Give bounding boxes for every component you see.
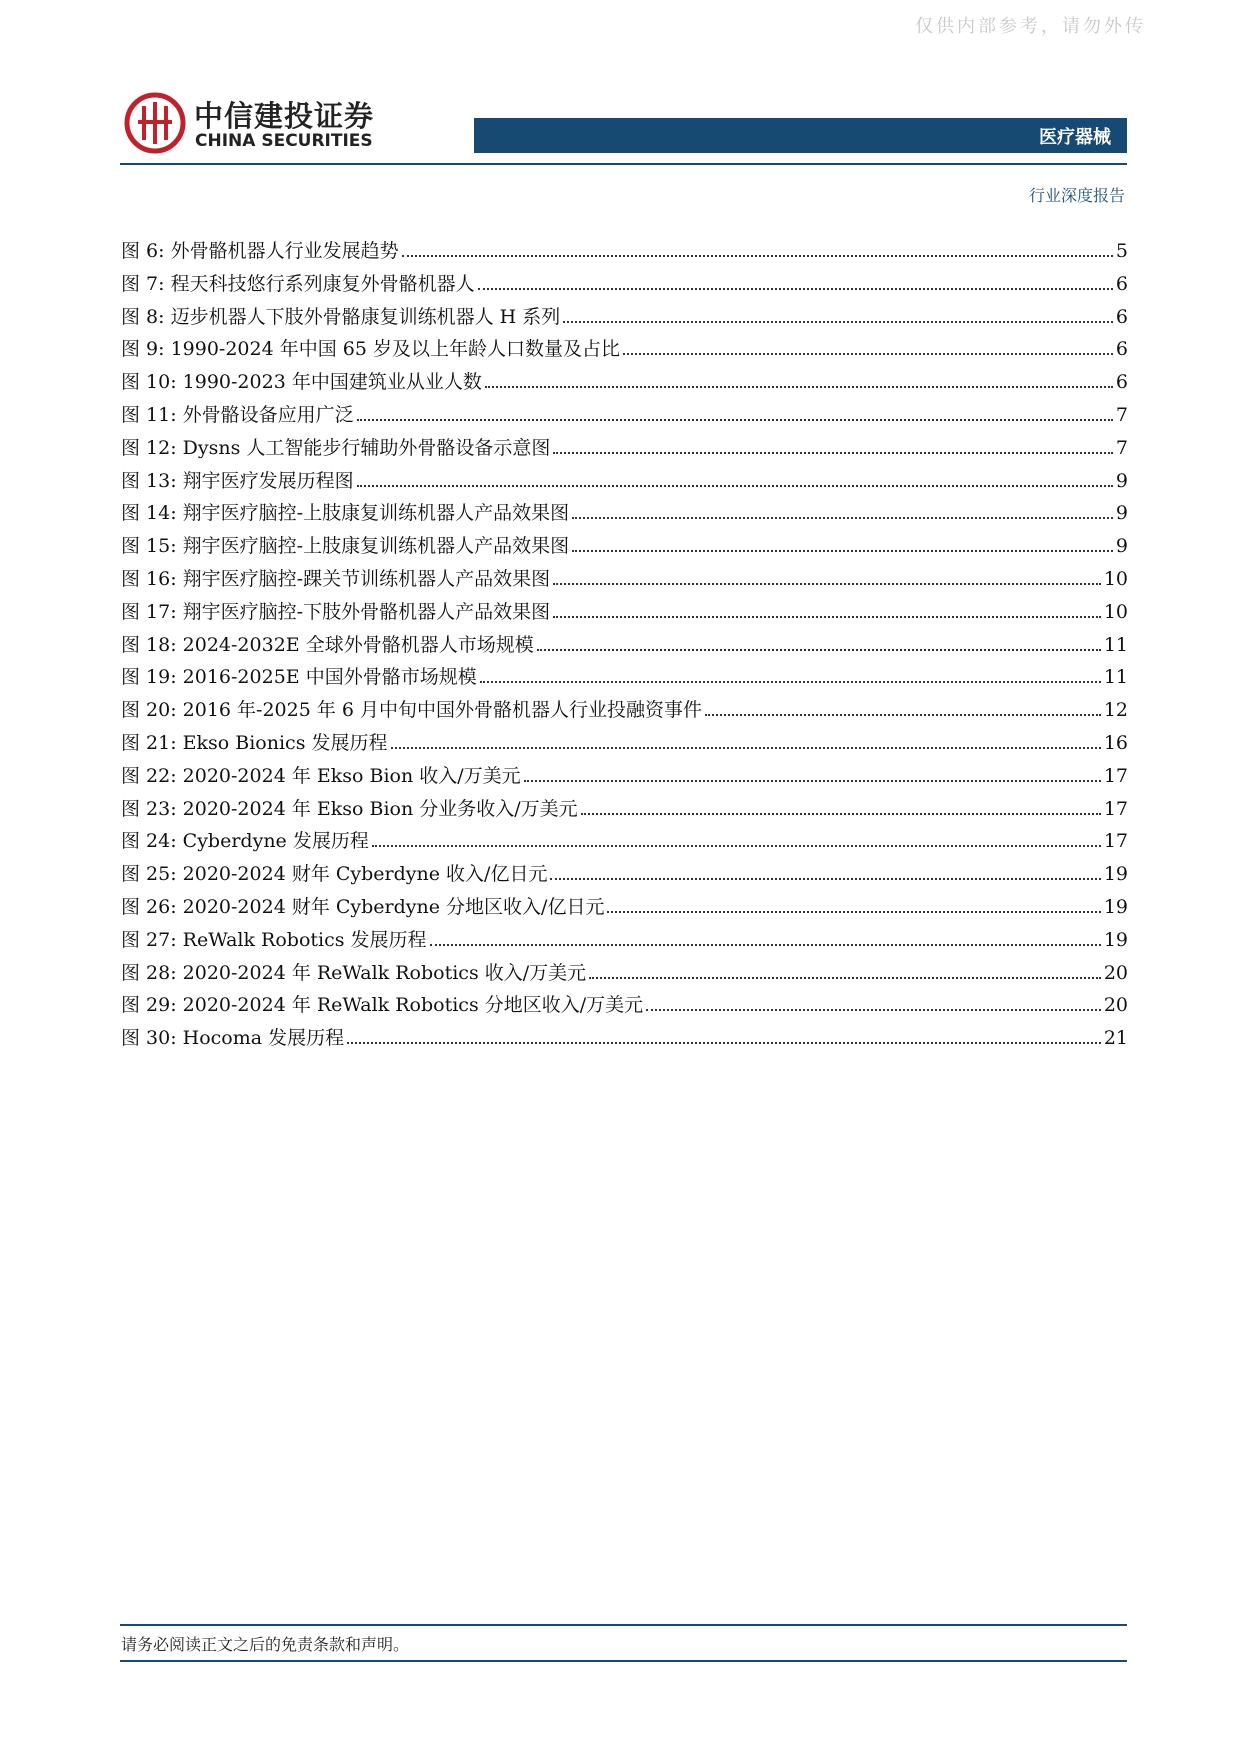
toc-entry-title[interactable]: 图 22: 2020-2024 年 Ekso Bion 收入/万美元 bbox=[121, 764, 521, 787]
toc-entry-title[interactable]: 图 16: 翔宇医疗脑控-踝关节训练机器人产品效果图 bbox=[121, 567, 551, 590]
toc-entry-page[interactable]: 20 bbox=[1103, 994, 1128, 1017]
toc-entry[interactable] bbox=[121, 395, 1128, 428]
toc-entry[interactable] bbox=[121, 264, 1128, 297]
toc-entry[interactable] bbox=[121, 559, 1128, 592]
toc-entry-page[interactable]: 9 bbox=[1115, 469, 1128, 492]
toc-entry-page[interactable]: 6 bbox=[1115, 338, 1128, 361]
citic-logo-icon bbox=[124, 92, 186, 154]
toc-entry-page[interactable]: 7 bbox=[1115, 436, 1128, 459]
toc-entry[interactable] bbox=[121, 592, 1128, 625]
toc-entry-title[interactable]: 图 28: 2020-2024 年 ReWalk Robotics 收入/万美元 bbox=[121, 961, 587, 984]
toc-entry-title[interactable]: 图 11: 外骨骼设备应用广泛 bbox=[121, 403, 354, 426]
toc-entry-title[interactable]: 图 21: Ekso Bionics 发展历程 bbox=[121, 731, 388, 754]
toc-entry-page[interactable]: 21 bbox=[1103, 1027, 1128, 1050]
toc-entry-title[interactable]: 图 12: Dysns 人工智能步行辅助外骨骼设备示意图 bbox=[121, 436, 551, 459]
category-banner bbox=[474, 118, 1127, 153]
toc-dot-leader bbox=[357, 461, 1113, 487]
toc-entry-page[interactable]: 6 bbox=[1115, 305, 1128, 328]
toc-entry-page[interactable]: 6 bbox=[1115, 272, 1128, 295]
company-logo bbox=[124, 92, 424, 162]
toc-entry-page[interactable]: 12 bbox=[1103, 699, 1128, 722]
toc-dot-leader bbox=[524, 756, 1101, 782]
toc-entry[interactable] bbox=[121, 690, 1128, 723]
toc-entry-page[interactable]: 16 bbox=[1103, 731, 1128, 754]
toc-entry[interactable] bbox=[121, 985, 1128, 1018]
toc-entry-title[interactable]: 图 30: Hocoma 发展历程 bbox=[121, 1027, 345, 1050]
toc-entry-title[interactable]: 图 19: 2016-2025E 中国外骨骼市场规模 bbox=[121, 666, 477, 689]
toc-entry[interactable] bbox=[121, 887, 1128, 920]
toc-entry-title[interactable]: 图 27: ReWalk Robotics 发展历程 bbox=[121, 928, 427, 951]
toc-entry-page[interactable]: 19 bbox=[1103, 863, 1128, 886]
toc-dot-leader bbox=[589, 953, 1101, 979]
toc-dot-leader bbox=[572, 526, 1113, 552]
toc-entry-page[interactable]: 17 bbox=[1103, 797, 1128, 820]
toc-entry-page[interactable]: 17 bbox=[1103, 764, 1128, 787]
toc-entry-title[interactable]: 图 18: 2024-2032E 全球外骨骼机器人市场规模 bbox=[121, 633, 534, 656]
toc-dot-leader bbox=[572, 493, 1113, 519]
toc-entry[interactable] bbox=[121, 231, 1128, 264]
toc-dot-leader bbox=[553, 559, 1101, 585]
toc-entry-title[interactable]: 图 25: 2020-2024 财年 Cyberdyne 收入/亿日元 bbox=[121, 863, 548, 886]
toc-entry-title[interactable]: 图 14: 翔宇医疗脑控-上肢康复训练机器人产品效果图 bbox=[121, 502, 570, 525]
toc-dot-leader bbox=[581, 789, 1101, 815]
header-divider bbox=[120, 163, 1127, 165]
toc-dot-leader bbox=[347, 1018, 1101, 1044]
toc-entry-title[interactable]: 图 29: 2020-2024 年 ReWalk Robotics 分地区收入/万美元 bbox=[121, 994, 644, 1017]
toc-dot-leader bbox=[607, 887, 1100, 913]
watermark-text: 仅供内部参考，请勿外传 bbox=[915, 16, 1146, 37]
toc-dot-leader bbox=[402, 231, 1113, 257]
toc-entry-page[interactable]: 9 bbox=[1115, 502, 1128, 525]
toc-dot-leader bbox=[563, 297, 1113, 323]
toc-entry[interactable] bbox=[121, 854, 1128, 887]
toc-dot-leader bbox=[646, 985, 1101, 1011]
toc-entry[interactable] bbox=[121, 953, 1128, 986]
toc-entry-title[interactable]: 图 24: Cyberdyne 发展历程 bbox=[121, 830, 369, 853]
toc-entry-page[interactable]: 10 bbox=[1103, 600, 1128, 623]
footer-disclaimer: 请务必阅读正文之后的免责条款和声明。 bbox=[121, 1635, 410, 1654]
toc-entry[interactable] bbox=[121, 461, 1128, 494]
toc-dot-leader bbox=[485, 362, 1113, 388]
toc-entry-page[interactable]: 19 bbox=[1103, 895, 1128, 918]
toc-entry-title[interactable]: 图 7: 程天科技悠行系列康复外骨骼机器人 bbox=[121, 272, 475, 295]
company-name-cn: 中信建投证券 bbox=[194, 99, 375, 133]
toc-entry-title[interactable]: 图 20: 2016 年-2025 年 6 月中旬中国外骨骼机器人行业投融资事件 bbox=[121, 699, 703, 722]
toc-dot-leader bbox=[550, 854, 1100, 880]
toc-dot-leader bbox=[480, 657, 1101, 683]
toc-entry-page[interactable]: 6 bbox=[1115, 371, 1128, 394]
toc-dot-leader bbox=[705, 690, 1101, 716]
toc-entry[interactable] bbox=[121, 493, 1128, 526]
toc-entry-title[interactable]: 图 6: 外骨骼机器人行业发展趋势 bbox=[121, 240, 399, 262]
toc-entry-title[interactable]: 图 8: 迈步机器人下肢外骨骼康复训练机器人 H 系列 bbox=[121, 305, 561, 328]
toc-entry[interactable] bbox=[121, 657, 1128, 690]
toc-entry[interactable] bbox=[121, 789, 1128, 822]
toc-entry-page[interactable]: 11 bbox=[1103, 666, 1128, 689]
toc-entry-page[interactable]: 9 bbox=[1115, 535, 1128, 558]
figure-table-of-contents bbox=[121, 231, 1128, 1051]
toc-entry[interactable] bbox=[121, 625, 1128, 658]
toc-entry[interactable] bbox=[121, 1018, 1128, 1051]
toc-entry-title[interactable]: 图 15: 翔宇医疗脑控-上肢康复训练机器人产品效果图 bbox=[121, 535, 570, 558]
footer-divider-top bbox=[120, 1624, 1127, 1626]
toc-entry[interactable] bbox=[121, 821, 1128, 854]
toc-entry[interactable] bbox=[121, 362, 1128, 395]
toc-dot-leader bbox=[623, 329, 1113, 355]
category-label: 医疗器械 bbox=[1039, 127, 1111, 148]
toc-dot-leader bbox=[478, 264, 1113, 290]
toc-entry[interactable] bbox=[121, 920, 1128, 953]
toc-entry[interactable] bbox=[121, 428, 1128, 461]
toc-dot-leader bbox=[391, 723, 1101, 749]
toc-entry-page[interactable]: 20 bbox=[1103, 961, 1128, 984]
toc-entry-title[interactable]: 图 9: 1990-2024 年中国 65 岁及以上年龄人口数量及占比 bbox=[121, 338, 620, 361]
toc-entry-title[interactable]: 图 13: 翔宇医疗发展历程图 bbox=[121, 469, 354, 492]
toc-entry[interactable] bbox=[121, 756, 1128, 789]
toc-dot-leader bbox=[553, 428, 1113, 454]
toc-dot-leader bbox=[537, 625, 1101, 651]
toc-entry[interactable] bbox=[121, 723, 1128, 756]
toc-entry-title[interactable]: 图 17: 翔宇医疗脑控-下肢外骨骼机器人产品效果图 bbox=[121, 600, 551, 623]
toc-entry[interactable] bbox=[121, 329, 1128, 362]
company-name-en: CHINA SECURITIES bbox=[195, 131, 373, 151]
toc-dot-leader bbox=[372, 821, 1101, 847]
toc-entry-page[interactable]: 17 bbox=[1103, 830, 1128, 853]
toc-entry-title[interactable]: 图 23: 2020-2024 年 Ekso Bion 分业务收入/万美元 bbox=[121, 797, 578, 820]
toc-entry-page[interactable]: 19 bbox=[1103, 928, 1128, 951]
toc-dot-leader bbox=[357, 395, 1113, 421]
toc-entry[interactable] bbox=[121, 297, 1128, 330]
toc-entry-page[interactable]: 10 bbox=[1103, 567, 1128, 590]
toc-entry-page[interactable]: 7 bbox=[1115, 403, 1128, 426]
toc-entry-title[interactable]: 图 26: 2020-2024 财年 Cyberdyne 分地区收入/亿日元 bbox=[121, 895, 605, 918]
toc-dot-leader bbox=[553, 592, 1101, 618]
toc-entry-page[interactable]: 11 bbox=[1103, 633, 1128, 656]
toc-entry-title[interactable]: 图 10: 1990-2023 年中国建筑业从业人数 bbox=[121, 371, 482, 394]
toc-entry[interactable] bbox=[121, 526, 1128, 559]
toc-entry-page[interactable]: 5 bbox=[1115, 240, 1128, 262]
toc-dot-leader bbox=[430, 920, 1101, 946]
report-type: 行业深度报告 bbox=[1028, 186, 1125, 205]
footer-divider-bottom bbox=[120, 1660, 1127, 1662]
